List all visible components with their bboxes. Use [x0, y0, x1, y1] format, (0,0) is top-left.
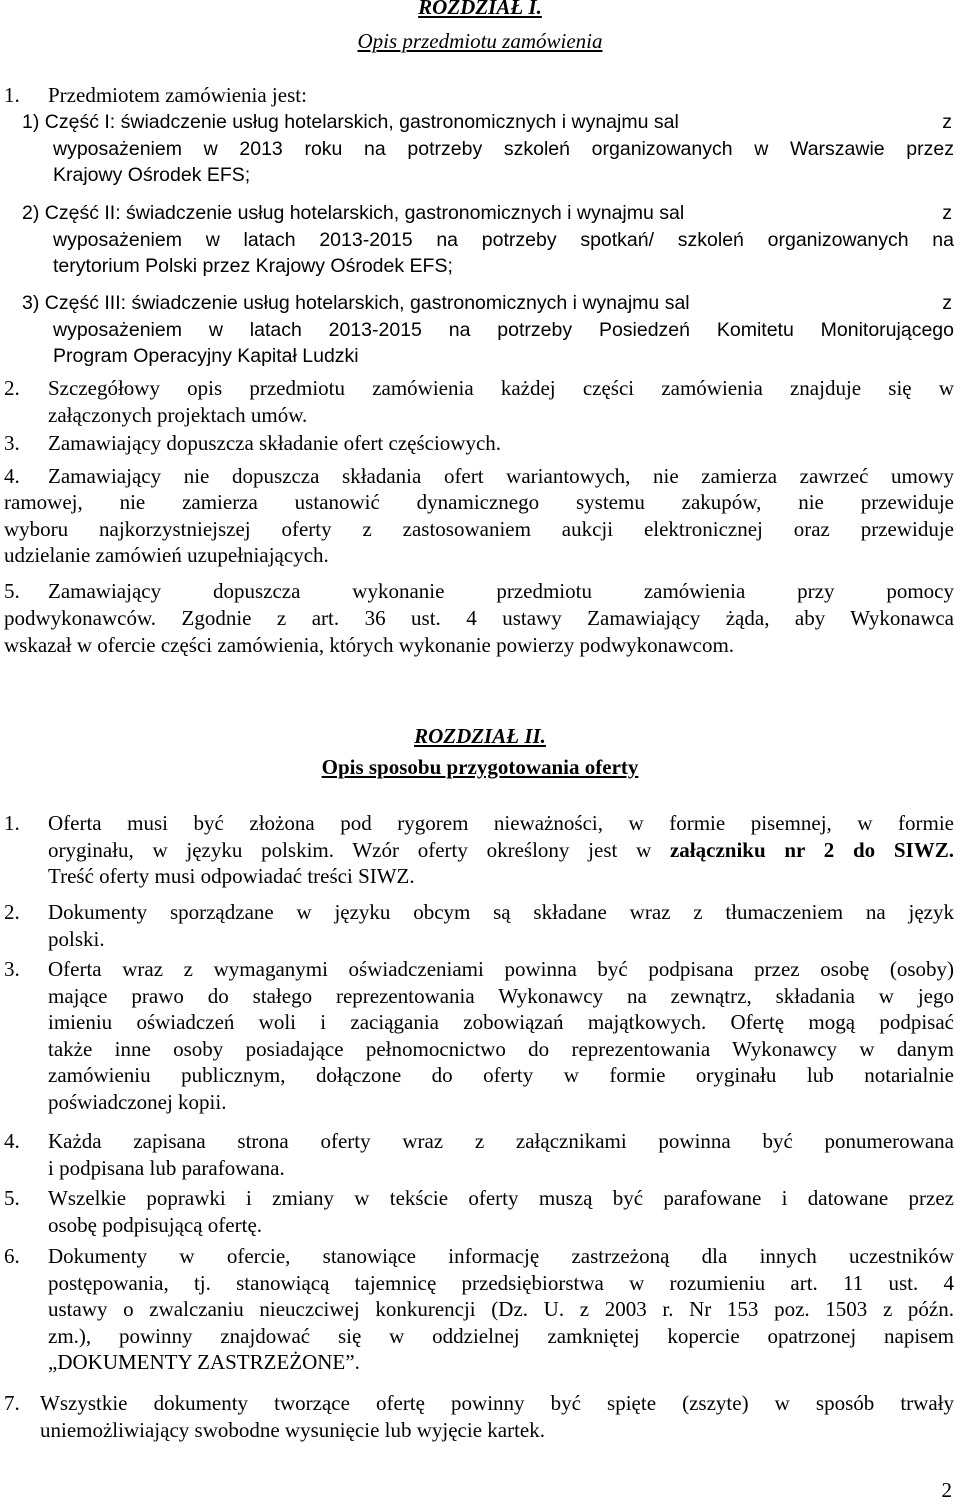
part-label: 3)	[22, 292, 40, 314]
item-line: wyboru najkorzystniejszej oferty z zastosowaniem aukcji elektronicznej oraz przewiduje	[4, 516, 954, 541]
item-line: imieniu oświadczeń woli i zaciągania zobowiązań majątkowych. Ofertę mogą podpisać	[48, 1010, 954, 1034]
item-line: zm.), powinny znajdować się w oddzielnej zamkniętej kopercie opatrzonej napisem	[48, 1323, 954, 1348]
part-line: Program Operacyjny Kapitał Ludzki	[53, 345, 359, 367]
item-number: 4.	[4, 464, 20, 488]
item-number: 3.	[4, 957, 20, 981]
item-number: 1.	[4, 83, 20, 107]
item-line: ustawy o zwalczaniu nieuczciwej konkurencji (Dz. U. z 2003 r. Nr 153 poz. 1503 z późn.	[48, 1297, 954, 1321]
part-1	[22, 109, 954, 189]
part-z: z	[942, 111, 952, 133]
part-line: terytorium Polski przez Krajowy Ośrodek EFS;	[53, 255, 453, 277]
item-line: Zamawiający nie dopuszcza składania ofert wariantowych, nie zamierza zawrzeć umowy	[48, 464, 954, 488]
item-line: Treść oferty musi odpowiadać treści SIWZ.	[48, 864, 415, 888]
item-line: oryginału, w języku polskim. Wzór oferty określony jest w	[48, 837, 670, 862]
part-label: 2)	[22, 202, 40, 224]
item-line: i podpisana lub parafowana.	[48, 1155, 285, 1180]
part-line: Część III: świadczenie usług hotelarskich, gastronomicznych i wynajmu sal	[44, 292, 690, 314]
item-line: „DOKUMENTY ZASTRZEŻONE”.	[48, 1350, 360, 1374]
item-line: polski.	[48, 926, 105, 951]
item-line: wskazał w ofercie części zamówienia, których wykonanie powierzy podwykonawcom.	[4, 632, 735, 657]
part-3	[22, 290, 954, 370]
item-number: 4.	[4, 1129, 20, 1153]
item-line: udzielanie zamówień uzupełniających.	[4, 543, 329, 567]
item-line: Wszelkie poprawki i zmiany w tekście oferty muszą być parafowane i datowane przez	[48, 1186, 954, 1210]
item-line: mające prawo do stałego reprezentowania Wykonawcy na zewnątrz, składania w jego	[48, 983, 954, 1008]
item-number: 3.	[4, 431, 20, 455]
item-line: załączonych projektach umów.	[48, 402, 308, 427]
chapter-1-subtitle: Opis przedmiotu zamówienia	[357, 29, 603, 53]
item-line: Oferta musi być złożona pod rygorem nieważności, w formie pisemnej, w formie	[48, 811, 954, 835]
part-line: Część II: świadczenie usług hotelarskich, gastronomicznych i wynajmu sal	[44, 202, 685, 224]
part-line: Krajowy Ośrodek EFS;	[53, 164, 251, 186]
chapter-2-title: ROZDZIAŁ II.	[414, 724, 546, 748]
item-line: postępowania, tj. stanowiącą tajemnicę przedsiębiorstwa w rozumieniu art. 11 ust. 4	[48, 1270, 954, 1295]
item-number: 1.	[4, 811, 20, 835]
item-line: Szczegółowy opis przedmiotu zamówienia każdej części zamówienia znajduje się w	[48, 376, 954, 400]
part-line: Część I: świadczenie usług hotelarskich, gastronomicznych i wynajmu sal	[44, 111, 679, 133]
part-z: z	[942, 292, 952, 314]
page-number: 2	[941, 1478, 952, 1502]
item-number: 2.	[4, 376, 20, 400]
item-line: Każda zapisana strona oferty wraz z załącznikami powinna być ponumerowana	[48, 1129, 954, 1153]
item-number: 2.	[4, 900, 20, 924]
item-line-bold: załączniku nr 2 do SIWZ.	[669, 837, 954, 862]
item-number: 7.	[4, 1391, 20, 1415]
item-line: podwykonawców. Zgodnie z art. 36 ust. 4 ustawy Zamawiający żąda, aby Wykonawca	[4, 606, 954, 630]
item-line: osobę podpisującą ofertę.	[48, 1212, 263, 1237]
part-line: wyposażeniem w latach 2013-2015 na potrzeby spotkań/ szkoleń organizowanych na	[53, 228, 954, 251]
part-2	[22, 200, 954, 280]
part-line: wyposażeniem w 2013 roku na potrzeby szkoleń organizowanych w Warszawie przez	[53, 137, 954, 160]
item-text: Zamawiający dopuszcza składanie ofert częściowych.	[48, 431, 502, 455]
part-label: 1)	[22, 111, 40, 133]
chapter-1-title: ROZDZIAŁ I.	[418, 0, 542, 19]
item-line: Wszystkie dokumenty tworzące ofertę powinny być spięte (zszyte) w sposób trwały	[40, 1391, 954, 1415]
item-number: 6.	[4, 1244, 20, 1268]
item-line: poświadczonej kopii.	[48, 1089, 227, 1114]
part-line: wyposażeniem w latach 2013-2015 na potrzeby Posiedzeń Komitetu Monitorującego	[53, 318, 954, 341]
chapter-2-subtitle: Opis sposobu przygotowania oferty	[321, 755, 639, 779]
item-line: Zamawiający dopuszcza wykonanie przedmiotu zamówienia przy pomocy	[48, 579, 954, 603]
item-line: uniemożliwiający swobodne wysunięcie lub wyjęcie kartek.	[40, 1417, 546, 1442]
item-line: Dokumenty sporządzane w języku obcym są składane wraz z tłumaczeniem na język	[48, 900, 954, 924]
part-z: z	[942, 202, 952, 224]
item-line: Dokumenty w ofercie, stanowiące informację zastrzeżoną dla innych uczestników	[48, 1244, 954, 1268]
item-line: Oferta wraz z wymaganymi oświadczeniami powinna być podpisana przez osobę (osoby)	[48, 957, 954, 981]
item-line: zamówieniu publicznym, dołączone do oferty w formie oryginału lub notarialnie	[48, 1063, 954, 1087]
item-text: Przedmiotem zamówienia jest:	[48, 83, 307, 107]
item-line: także inne osoby posiadające pełnomocnictwo do reprezentowania Wykonawcy w danym	[48, 1036, 954, 1061]
item-number: 5.	[4, 1186, 20, 1210]
item-number: 5.	[4, 579, 20, 603]
item-line: ramowej, nie zamierza ustanowić dynamicznego systemu zakupów, nie przewiduje	[4, 490, 954, 514]
